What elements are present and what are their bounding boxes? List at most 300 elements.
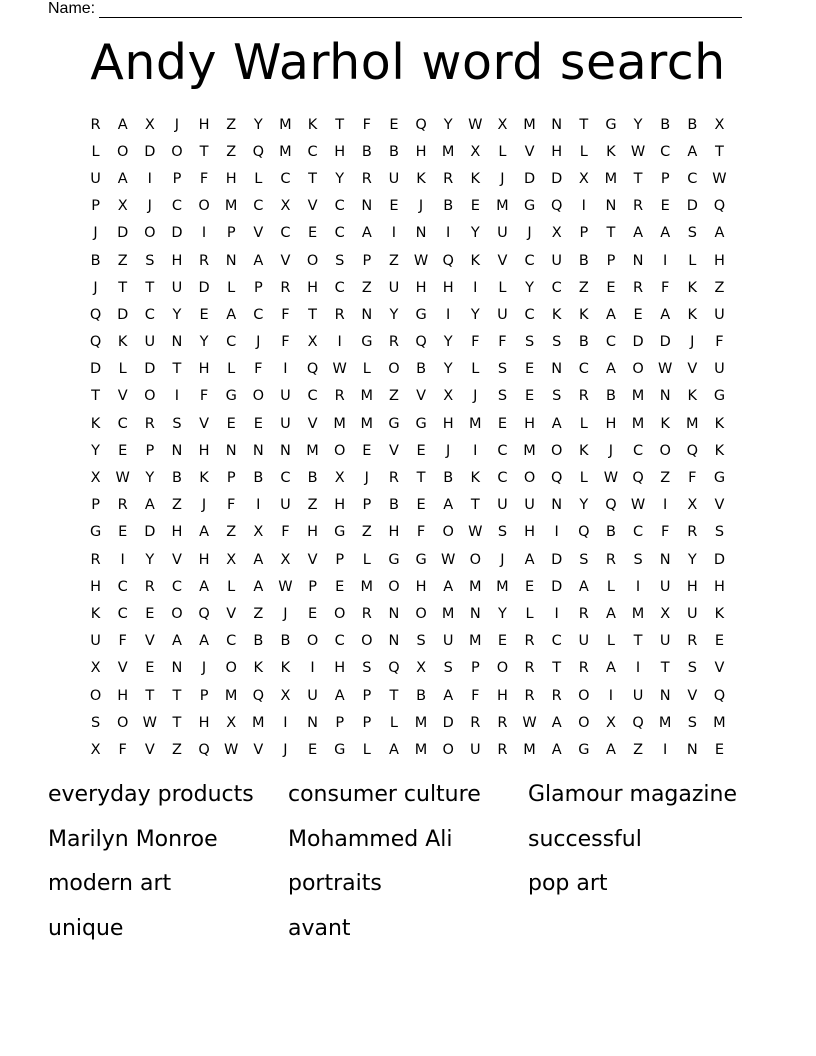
grid-letter: A	[199, 524, 210, 541]
grid-letter: H	[415, 143, 427, 160]
grid-letter: L	[227, 279, 236, 296]
grid-letter: V	[687, 361, 698, 378]
grid-letter: H	[388, 524, 400, 541]
grid-letter: E	[335, 578, 345, 595]
grid-letter: W	[712, 170, 727, 187]
grid-letter: M	[360, 415, 374, 432]
grid-letter: T	[145, 279, 155, 296]
grid-letter: C	[280, 470, 291, 487]
grid-letter: D	[551, 578, 563, 595]
grid-letter: P	[172, 170, 182, 187]
grid-letter: K	[117, 334, 128, 351]
grid-letter: M	[279, 116, 292, 133]
grid-letter: S	[443, 660, 453, 677]
grid-letter: V	[524, 143, 535, 160]
grid-letter: C	[253, 306, 264, 323]
grid-letter: Q	[252, 687, 265, 704]
grid-letter: B	[253, 470, 264, 487]
grid-letter: S	[416, 633, 426, 650]
grid-letter: D	[117, 306, 129, 323]
grid-letter: A	[660, 306, 671, 323]
grid-letter: Q	[415, 334, 427, 351]
grid-letter: A	[660, 225, 671, 242]
grid-letter: C	[660, 143, 671, 160]
grid-letter: S	[714, 524, 725, 541]
grid-letter: A	[551, 741, 562, 758]
grid-letter: Q	[632, 470, 644, 487]
grid-letter: P	[145, 442, 155, 459]
grid-letter: A	[551, 714, 562, 731]
grid-letter: M	[469, 633, 482, 650]
grid-letter: E	[470, 198, 480, 215]
grid-letter: Y	[335, 170, 345, 187]
grid-letter: N	[659, 551, 671, 568]
grid-letter: H	[117, 687, 129, 704]
grid-letter: A	[253, 252, 264, 269]
grid-letter: V	[307, 415, 318, 432]
grid-letter: G	[713, 388, 726, 405]
grid-letter: O	[198, 198, 210, 215]
grid-letter: L	[362, 551, 371, 568]
grid-letter: V	[117, 660, 128, 677]
word-list-item: pop art	[528, 871, 608, 896]
grid-letter: Z	[388, 388, 399, 405]
grid-letter: U	[578, 633, 590, 650]
grid-letter: U	[687, 605, 698, 622]
grid-letter: O	[415, 605, 427, 622]
grid-letter: B	[388, 143, 399, 160]
grid-letter: R	[687, 524, 698, 541]
grid-letter: X	[226, 551, 237, 568]
grid-letter: Y	[145, 551, 155, 568]
grid-letter: A	[605, 660, 616, 677]
grid-letter: M	[496, 198, 509, 215]
grid-letter: U	[307, 687, 318, 704]
grid-letter: Z	[714, 279, 725, 296]
grid-letter: H	[524, 524, 536, 541]
grid-letter: N	[388, 605, 400, 622]
grid-letter: Y	[91, 442, 100, 459]
grid-letter: U	[171, 279, 183, 296]
grid-letter: S	[633, 551, 643, 568]
grid-letter: S	[90, 714, 101, 731]
grid-letter: D	[686, 198, 698, 215]
grid-letter: X	[280, 551, 291, 568]
grid-letter: F	[281, 334, 290, 351]
grid-letter: J	[283, 605, 288, 622]
grid-letter: Y	[687, 551, 697, 568]
grid-letter: Q	[89, 334, 102, 351]
grid-letter: A	[605, 306, 616, 323]
grid-letter: U	[497, 497, 508, 514]
grid-letter: Y	[633, 116, 643, 133]
grid-letter: U	[497, 306, 508, 323]
grid-letter: T	[552, 660, 562, 677]
grid-letter: O	[659, 442, 671, 459]
grid-letter: I	[663, 497, 668, 514]
letter-grid	[82, 111, 733, 764]
grid-letter: Z	[253, 605, 264, 622]
grid-letter: K	[199, 470, 209, 487]
word-list-item: everyday products	[48, 782, 254, 807]
grid-letter: F	[199, 170, 209, 187]
grid-letter: J	[500, 170, 505, 187]
grid-letter: Q	[415, 116, 427, 133]
grid-letter: K	[470, 470, 481, 487]
grid-letter: E	[524, 388, 535, 405]
grid-letter: G	[415, 306, 427, 323]
grid-letter: R	[578, 388, 589, 405]
grid-letter: X	[334, 470, 345, 487]
grid-letter: K	[307, 116, 318, 133]
grid-letter: P	[253, 279, 263, 296]
grid-letter: D	[144, 143, 156, 160]
grid-letter: T	[633, 170, 643, 187]
grid-letter: I	[608, 687, 614, 704]
grid-letter: A	[443, 687, 454, 704]
grid-letter: A	[605, 741, 616, 758]
grid-letter: A	[361, 225, 372, 242]
grid-letter: U	[714, 361, 725, 378]
grid-letter: V	[388, 442, 399, 459]
grid-letter: T	[579, 116, 589, 133]
grid-letter: T	[199, 143, 209, 160]
word-list	[48, 773, 768, 951]
grid-letter: E	[714, 633, 725, 650]
grid-letter: N	[171, 442, 183, 459]
grid-letter: G	[523, 198, 536, 215]
grid-letter: V	[144, 633, 155, 650]
grid-letter: D	[551, 170, 563, 187]
grid-letter: F	[281, 524, 290, 541]
grid-letter: M	[360, 578, 374, 595]
grid-letter: S	[687, 225, 697, 242]
grid-letter: R	[605, 551, 616, 568]
grid-letter: I	[391, 225, 397, 242]
grid-letter: Z	[226, 143, 237, 160]
grid-letter: P	[308, 578, 317, 595]
grid-letter: D	[117, 225, 129, 242]
grid-letter: R	[90, 551, 101, 568]
grid-letter: E	[416, 442, 426, 459]
word-list-item: Glamour magazine	[528, 782, 738, 807]
grid-letter: R	[524, 660, 535, 677]
grid-letter: L	[579, 470, 588, 487]
grid-letter: Z	[171, 741, 182, 758]
grid-letter: G	[89, 524, 102, 541]
grid-letter: R	[497, 714, 508, 731]
grid-letter: U	[280, 388, 291, 405]
grid-letter: E	[389, 116, 399, 133]
grid-letter: M	[441, 605, 455, 622]
grid-letter: W	[413, 252, 429, 269]
grid-letter: U	[632, 687, 644, 704]
grid-letter: D	[659, 334, 671, 351]
grid-letter: O	[578, 687, 590, 704]
grid-letter: B	[307, 470, 318, 487]
grid-letter: Y	[389, 306, 399, 323]
grid-letter: I	[283, 361, 288, 378]
grid-letter: A	[578, 578, 589, 595]
grid-letter: H	[334, 143, 346, 160]
grid-letter: R	[90, 116, 101, 133]
grid-letter: Y	[525, 279, 534, 296]
grid-letter: J	[527, 225, 532, 242]
grid-letter: H	[496, 687, 508, 704]
grid-letter: C	[687, 170, 698, 187]
grid-letter: L	[389, 714, 398, 731]
grid-letter: H	[713, 252, 725, 269]
grid-letter: U	[442, 633, 454, 650]
grid-letter: N	[225, 442, 237, 459]
grid-letter: C	[171, 198, 182, 215]
grid-letter: Y	[199, 334, 209, 351]
grid-letter: O	[89, 687, 102, 704]
grid-letter: X	[551, 225, 562, 242]
grid-letter: C	[334, 225, 345, 242]
grid-letter: M	[631, 415, 645, 432]
grid-letter: V	[117, 388, 128, 405]
grid-letter: I	[446, 306, 451, 323]
grid-letter: Q	[442, 252, 454, 269]
grid-letter: D	[713, 551, 726, 568]
grid-letter: D	[89, 361, 102, 378]
grid-letter: J	[418, 198, 424, 215]
grid-letter: B	[687, 116, 698, 133]
grid-letter: E	[118, 524, 128, 541]
grid-letter: V	[687, 687, 698, 704]
grid-letter: C	[578, 361, 589, 378]
grid-letter: O	[333, 605, 346, 622]
grid-letter: H	[551, 143, 563, 160]
grid-letter: F	[199, 388, 209, 405]
grid-letter: T	[389, 687, 399, 704]
grid-letter: D	[144, 361, 156, 378]
grid-letter: S	[497, 524, 508, 541]
grid-letter: J	[201, 497, 207, 514]
grid-letter: Y	[470, 306, 480, 323]
grid-letter: H	[524, 415, 536, 432]
grid-letter: K	[280, 660, 291, 677]
grid-letter: W	[224, 741, 239, 758]
grid-letter: D	[523, 170, 536, 187]
grid-letter: H	[415, 578, 427, 595]
grid-letter: C	[117, 578, 128, 595]
grid-letter: X	[280, 198, 291, 215]
grid-letter: I	[554, 605, 559, 622]
grid-letter: X	[144, 116, 155, 133]
grid-letter: M	[333, 415, 346, 432]
grid-letter: I	[337, 334, 342, 351]
grid-letter: P	[660, 170, 670, 187]
grid-letter: V	[171, 551, 182, 568]
name-blank-line	[99, 2, 742, 18]
grid-letter: K	[714, 442, 725, 459]
grid-letter: K	[90, 415, 101, 432]
grid-letter: H	[90, 578, 102, 595]
grid-letter: X	[226, 714, 237, 731]
grid-letter: E	[524, 578, 535, 595]
grid-letter: K	[551, 306, 562, 323]
grid-letter: O	[116, 714, 129, 731]
grid-letter: O	[523, 470, 536, 487]
grid-letter: C	[524, 252, 535, 269]
grid-letter: P	[362, 252, 372, 269]
grid-letter: V	[416, 388, 427, 405]
grid-letter: G	[361, 334, 373, 351]
grid-letter: H	[686, 578, 698, 595]
grid-letter: K	[90, 605, 101, 622]
grid-letter: A	[443, 497, 454, 514]
grid-letter: E	[389, 198, 399, 215]
grid-letter: T	[308, 306, 317, 323]
grid-letter: Z	[361, 279, 372, 296]
grid-letter: M	[523, 442, 536, 459]
grid-letter: Y	[443, 334, 453, 351]
grid-letter: A	[633, 225, 644, 242]
grid-letter: B	[443, 470, 454, 487]
grid-letter: D	[632, 334, 644, 351]
grid-letter: H	[198, 714, 210, 731]
grid-letter: M	[686, 415, 699, 432]
grid-letter: M	[469, 415, 482, 432]
grid-letter: W	[603, 470, 619, 487]
grid-letter: U	[524, 497, 535, 514]
grid-letter: X	[714, 116, 725, 133]
grid-letter: Q	[550, 198, 563, 215]
grid-letter: F	[118, 741, 127, 758]
word-list-item: modern art	[48, 871, 172, 896]
grid-letter: O	[144, 225, 156, 242]
grid-letter: T	[172, 361, 182, 378]
grid-letter: L	[227, 361, 236, 378]
grid-letter: Y	[498, 605, 507, 622]
grid-letter: Q	[713, 198, 726, 215]
grid-letter: Z	[117, 252, 128, 269]
grid-letter: N	[171, 334, 183, 351]
grid-letter: N	[659, 388, 671, 405]
grid-letter: B	[253, 633, 264, 650]
grid-letter: Z	[578, 279, 589, 296]
word-list-item: Marilyn Monroe	[48, 826, 218, 852]
grid-letter: I	[663, 741, 668, 758]
grid-letter: H	[198, 551, 210, 568]
grid-letter: A	[253, 551, 264, 568]
grid-letter: F	[471, 334, 480, 351]
grid-letter: B	[660, 116, 671, 133]
grid-letter: G	[415, 415, 427, 432]
grid-letter: A	[199, 633, 210, 650]
grid-letter: N	[551, 497, 563, 514]
grid-letter: R	[443, 170, 454, 187]
grid-letter: T	[91, 388, 100, 405]
grid-letter: Z	[633, 741, 644, 758]
word-list-item: successful	[528, 826, 642, 852]
grid-letter: O	[306, 633, 319, 650]
grid-letter: H	[605, 415, 617, 432]
grid-letter: L	[606, 578, 615, 595]
grid-letter: K	[606, 143, 616, 160]
grid-letter: Z	[361, 524, 372, 541]
grid-letter: I	[635, 578, 641, 595]
grid-letter: A	[388, 741, 399, 758]
grid-letter: O	[550, 442, 563, 459]
grid-letter: R	[524, 687, 535, 704]
grid-letter: W	[630, 143, 646, 160]
grid-letter: V	[226, 605, 237, 622]
grid-letter: R	[687, 633, 698, 650]
grid-letter: P	[91, 497, 100, 514]
grid-letter: P	[199, 687, 209, 704]
grid-letter: E	[497, 633, 508, 650]
grid-letter: X	[443, 388, 454, 405]
grid-letter: N	[551, 361, 563, 378]
grid-letter: F	[362, 116, 371, 133]
grid-letter: B	[416, 687, 427, 704]
grid-letter: C	[497, 470, 508, 487]
grid-letter: V	[307, 551, 318, 568]
grid-letter: N	[280, 442, 291, 459]
grid-letter: S	[552, 334, 562, 351]
grid-letter: W	[142, 714, 157, 731]
grid-letter: B	[171, 470, 182, 487]
grid-letter: R	[633, 198, 644, 215]
grid-letter: M	[441, 143, 455, 160]
grid-letter: Q	[632, 714, 644, 731]
grid-letter: K	[687, 388, 698, 405]
grid-letter: B	[388, 497, 399, 514]
grid-letter: R	[334, 306, 345, 323]
grid-letter: W	[658, 361, 673, 378]
grid-letter: G	[713, 470, 726, 487]
grid-letter: X	[605, 714, 616, 731]
grid-letter: R	[524, 633, 535, 650]
grid-letter: H	[171, 524, 183, 541]
grid-letter: Q	[198, 741, 210, 758]
grid-letter: X	[90, 470, 101, 487]
grid-letter: X	[90, 660, 101, 677]
grid-letter: E	[633, 306, 643, 323]
grid-letter: J	[473, 388, 478, 405]
grid-letter: H	[415, 279, 427, 296]
word-list-item: portraits	[288, 871, 382, 896]
grid-letter: O	[361, 633, 373, 650]
grid-letter: R	[578, 605, 589, 622]
grid-letter: U	[659, 578, 671, 595]
page-title: Andy Warhol word search	[90, 34, 726, 91]
grid-letter: K	[253, 660, 264, 677]
grid-letter: K	[687, 306, 698, 323]
grid-letter: O	[442, 741, 454, 758]
grid-letter: X	[578, 170, 589, 187]
grid-letter: J	[256, 334, 261, 351]
grid-letter: Y	[253, 116, 263, 133]
grid-letter: N	[469, 605, 481, 622]
grid-letter: C	[171, 578, 182, 595]
grid-letter: P	[470, 660, 480, 677]
grid-letter: C	[280, 225, 291, 242]
grid-letter: K	[470, 252, 481, 269]
grid-letter: N	[361, 198, 373, 215]
grid-letter: H	[225, 170, 237, 187]
grid-letter: R	[388, 334, 399, 351]
grid-letter: C	[524, 306, 535, 323]
grid-letter: V	[144, 741, 155, 758]
grid-letter: L	[688, 252, 697, 269]
grid-letter: M	[279, 143, 292, 160]
grid-letter: P	[226, 470, 236, 487]
grid-letter: G	[388, 415, 400, 432]
